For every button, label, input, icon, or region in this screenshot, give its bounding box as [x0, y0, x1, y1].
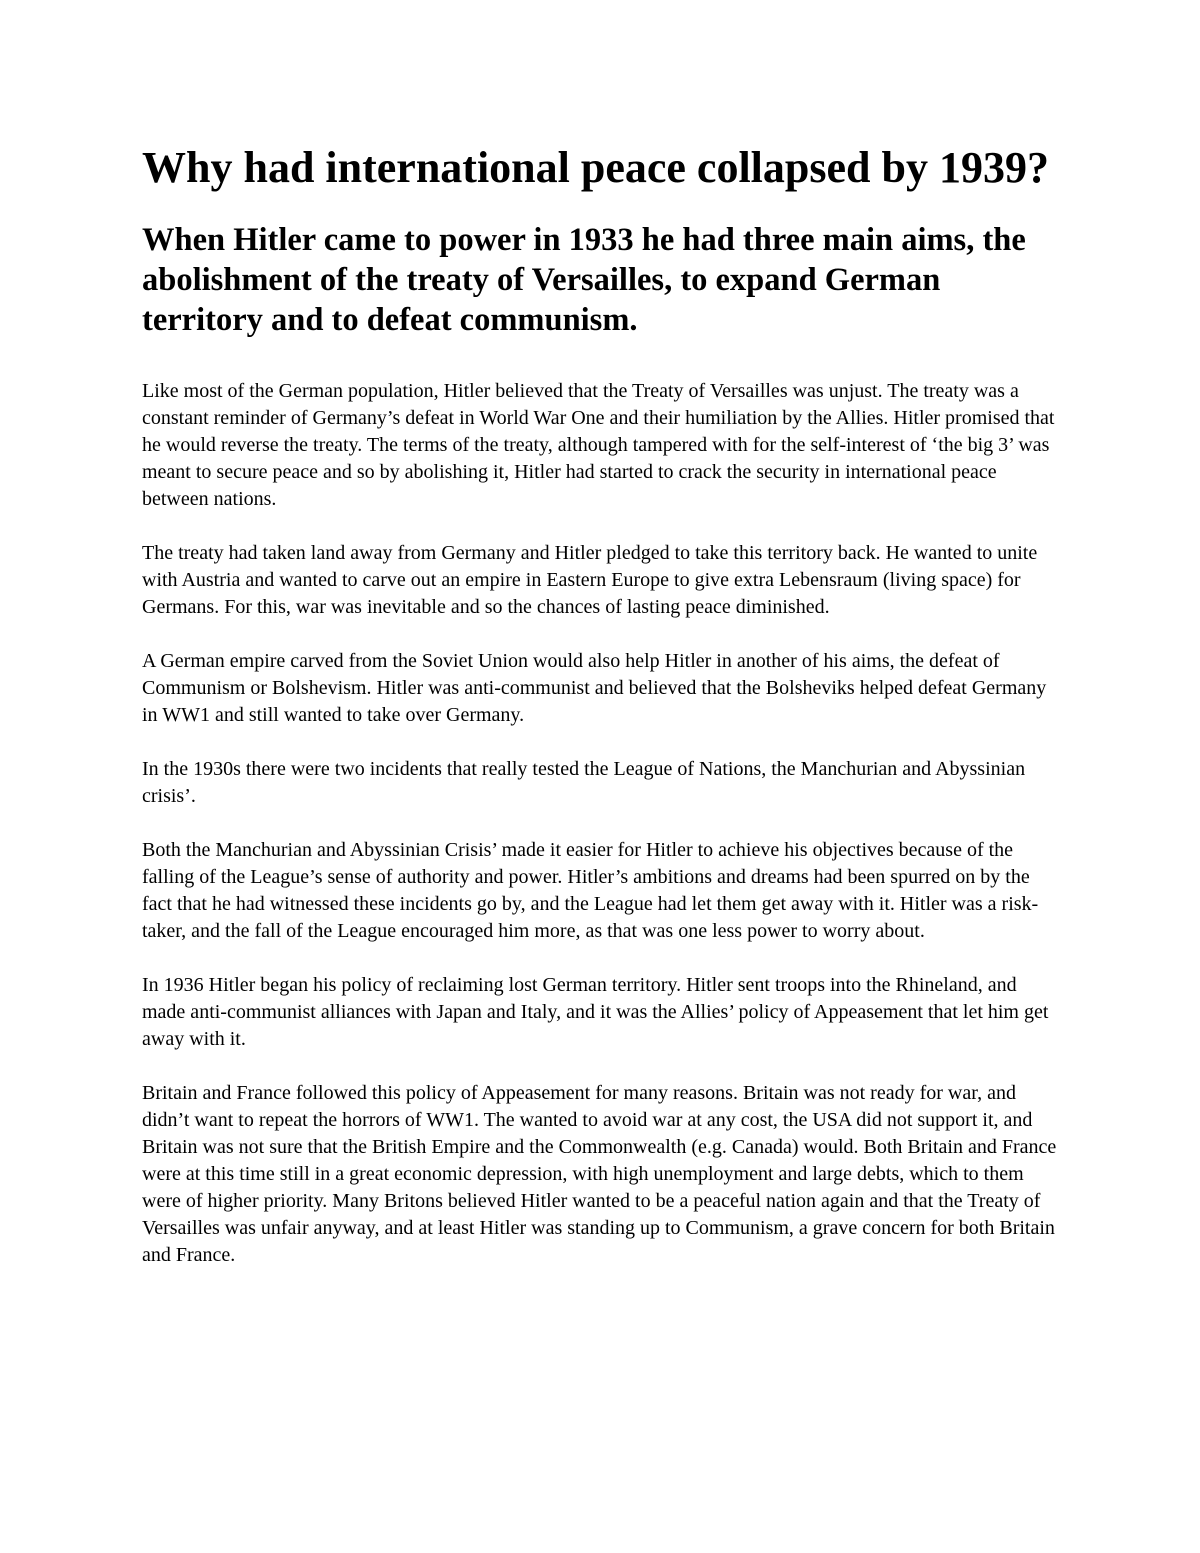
- paragraph-versailles: Like most of the German population, Hitler believed that the Treaty of Versailles was unjust. The treaty was a constant reminder of Germany’s defeat in World War One and their humiliation by the Allies. Hitler promised that he would reverse the treaty. The terms of the treaty, although tampered with for the self-interest of ‘the big 3’ was meant to secure peace and so by abolishing it, Hitler had started to crack the security in international peace between nations.: [142, 380, 1055, 510]
- paragraph-territory: The treaty had taken land away from Germany and Hitler pledged to take this territory back. He wanted to unite with Austria and wanted to carve out an empire in Eastern Europe to give extra Lebensraum (living space) for Germans. For this, war was inevitable and so the chances of lasting peace diminished.: [142, 542, 1038, 618]
- paragraph-league-incidents: In the 1930s there were two incidents that really tested the League of Nations, the Manchurian and Abyssinian crisis’.: [142, 758, 1026, 807]
- paragraph-rhineland: In 1936 Hitler began his policy of reclaiming lost German territory. Hitler sent troops into the Rhineland, and made anti-communist alliances with Japan and Italy, and it was the Allies’ policy of Appeasement that let him get away with it.: [142, 974, 1049, 1050]
- document-title: Why had international peace collapsed by 1939?: [142, 143, 1049, 192]
- document-subtitle: When Hitler came to power in 1933 he had three main aims, the abolishment of the treaty of Versailles, to expand German territory and to defeat communism.: [142, 222, 1026, 338]
- paragraph-appeasement: Britain and France followed this policy of Appeasement for many reasons. Britain was not ready for war, and didn’t want to repeat the horrors of WW1. The wanted to avoid war at any cost, the USA did not support it, and Britain was not sure that the British Empire and the Commonwealth (e.g. Canada) would. Both Britain and France were at this time still in a great economic depression, with high unemployment and large debts, which to them were of higher priority. Many Britons believed Hitler wanted to be a peaceful nation again and that the Treaty of Versailles was unfair anyway, and at least Hitler was standing up to Communism, a grave concern for both Britain and France.: [142, 1082, 1057, 1266]
- paragraph-league-fall: Both the Manchurian and Abyssinian Crisis’ made it easier for Hitler to achieve his objectives because of the falling of the League’s sense of authority and power. Hitler’s ambitions and dreams had been spurred on by the fact that he had witnessed these incidents go by, and the League had let them get away with it. Hitler was a risk-taker, and the fall of the League encouraged him more, as that was one less power to worry about.: [142, 839, 1039, 942]
- paragraph-communism: A German empire carved from the Soviet Union would also help Hitler in another of his aims, the defeat of Communism or Bolshevism. Hitler was anti-communist and believed that the Bolsheviks helped defeat Germany in WW1 and still wanted to take over Germany.: [142, 650, 1047, 726]
- document-page: [142, 142, 1062, 1296]
